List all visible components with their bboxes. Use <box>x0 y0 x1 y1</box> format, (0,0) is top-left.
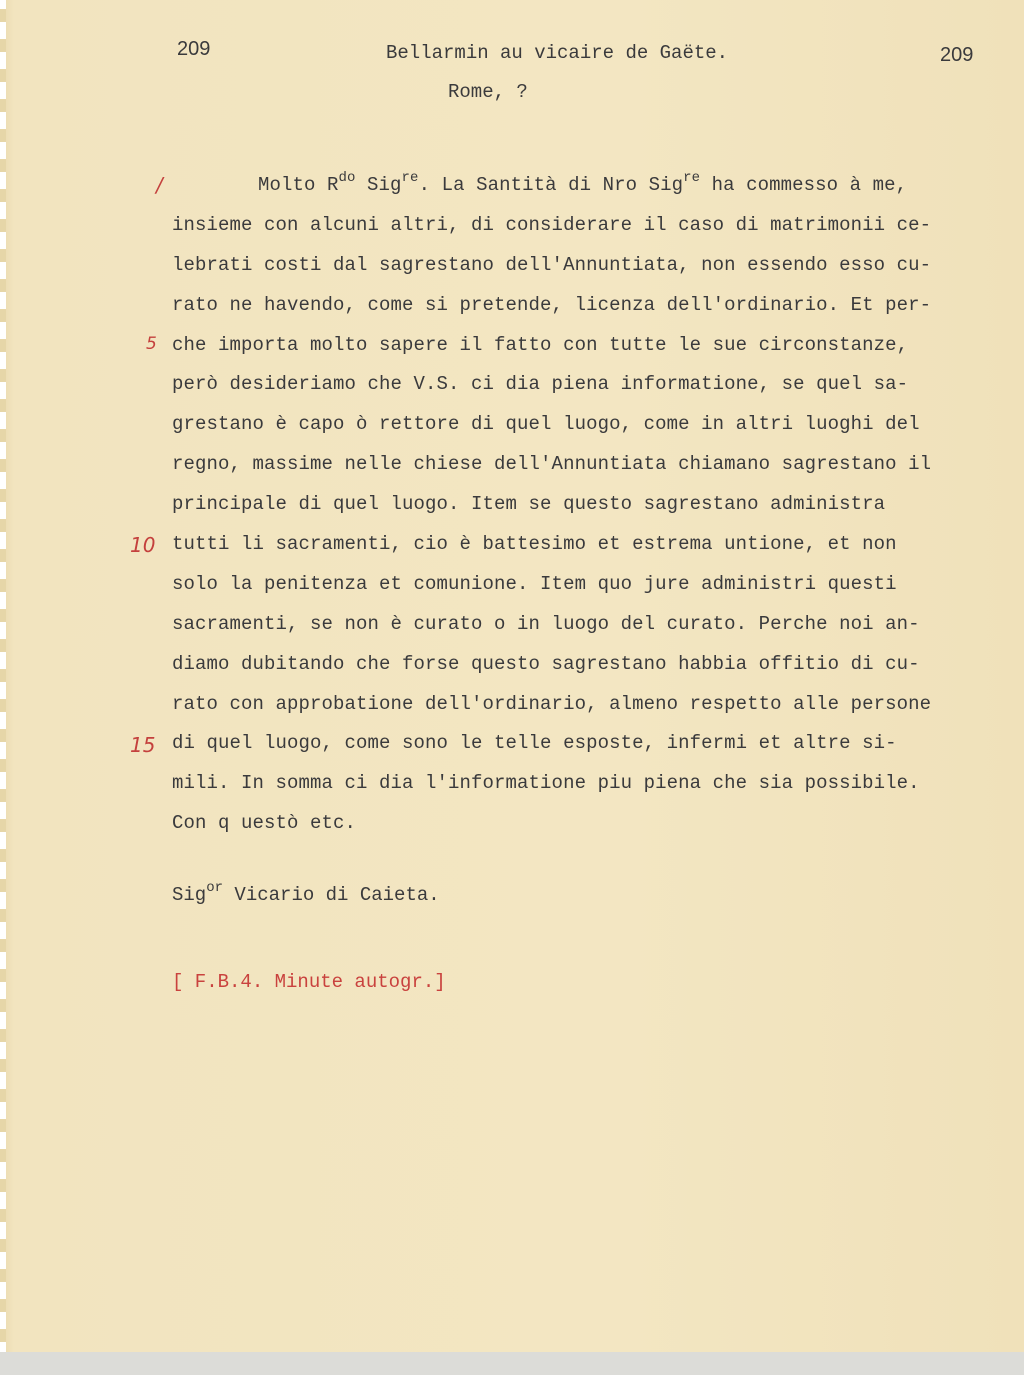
source-text: F.B.4. Minute autogr. <box>183 971 435 993</box>
salutation-part: Molto R <box>258 174 339 196</box>
superscript: re <box>401 169 419 186</box>
place-date: Rome, ? <box>448 81 528 103</box>
torn-left-edge <box>0 0 6 1375</box>
letter-line: mili. In somma ci dia l'informatione piu piena che sia possibile. <box>172 772 920 795</box>
letter-line: lebrati costi dal sagrestano dell'Annuntiata, non essendo esso cu- <box>172 253 932 276</box>
addressee <box>172 879 440 906</box>
salutation-part: ha commesso à me, <box>700 174 908 196</box>
source-reference <box>172 971 446 993</box>
letter-line: sacramenti, se non è curato o in luogo del curato. Perche noi an- <box>172 612 920 635</box>
letter-line: Con q uestò etc. <box>172 812 357 835</box>
superscript: re <box>683 169 701 186</box>
letter-line: rato con approbatione dell'ordinario, almeno respetto alle persone <box>172 692 932 715</box>
letter-line: principale di quel luogo. Item se questo sagrestano administra <box>172 493 886 516</box>
letter-line: rato ne havendo, come si pretende, licenza dell'ordinario. Et per- <box>172 293 932 316</box>
bracket-close: ] <box>434 971 446 993</box>
page-number-left: 209 <box>177 38 211 60</box>
margin-line-number-10: 10 <box>130 533 156 557</box>
addressee-part: Vicario di Caieta. <box>223 884 440 906</box>
superscript: do <box>338 169 356 186</box>
letter-line: solo la penitenza et comunione. Item quo jure administri questi <box>172 572 897 595</box>
letter-line: però desideriamo che V.S. ci dia piena informatione, se quel sa- <box>172 373 909 396</box>
superscript: or <box>206 879 224 896</box>
addressee-part: Sig <box>172 884 207 906</box>
page-number-right: 209 <box>940 44 974 66</box>
salutation-part: Sig <box>355 174 402 196</box>
letter-line: diamo dubitando che forse questo sagrestano habbia offitio di cu- <box>172 652 920 675</box>
letter-line: grestano è capo ò rettore di quel luogo, come in altri luoghi del <box>172 413 920 436</box>
letter-line: insieme con alcuni altri, di considerare il caso di matrimonii ce- <box>172 213 932 236</box>
letter-line: regno, massime nelle chiese dell'Annuntiata chiamano sagrestano il <box>172 453 932 476</box>
letter-line: tutti li sacramenti, cio è battesimo et estrema untione, et non <box>172 533 897 556</box>
letter-line: di quel luogo, come sono le telle esposte, infermi et altre si- <box>172 732 897 755</box>
letter-line: che importa molto sapere il fatto con tutte le sue circonstanze, <box>172 333 909 356</box>
salutation-line <box>172 166 992 206</box>
bracket-open: [ <box>172 971 184 993</box>
salutation-part: . La Santità di Nro Sig <box>418 174 684 196</box>
margin-line-number-5: 5 <box>146 334 157 354</box>
document-title: Bellarmin au vicaire de Gaëte. <box>386 42 729 64</box>
margin-line-number-1: / <box>156 173 163 197</box>
scan-bottom-strip <box>0 1352 1024 1375</box>
letter-body <box>172 166 992 844</box>
margin-line-number-15: 15 <box>130 733 156 757</box>
